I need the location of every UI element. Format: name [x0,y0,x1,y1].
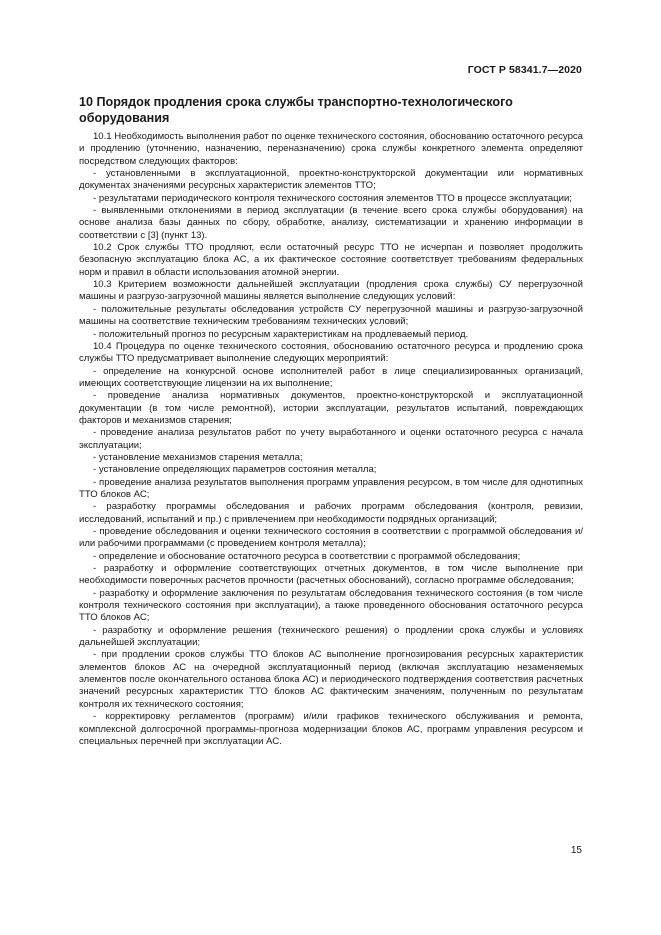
list-item: - проведение анализа результатов выполнения программ управления ресурсом, в том числе для однотипных ТТО блоков АС; [79,476,583,500]
list-item: - выявленными отклонениями в период эксплуатации (в течение всего срока службы оборудования) на основе анализа базы данных по сбору, обработке, анализу, систематизации и хранению информации в соответствии с [3] (пункт 13). [79,205,583,241]
document-body [79,131,583,748]
list-item: - проведение обследования и оценки технического состояния в соответствии с программой обследования и/или рабочими программами (с проведением контроля металла); [79,526,583,550]
section-title: 10 Порядок продления срока службы транспортно-технологического оборудования [79,95,513,125]
list-item: - установление определяющих параметров состояния металла; [93,464,377,476]
list-item: - разработку и оформление заключения по результатам обследования технического состояния (в том числе контроля технического состояния при эксплуатации), а также проведенного обоснования остаточного ресурса ТТО блоков АС; [79,587,583,624]
list-item: - установленными в эксплуатационной, проектно-конструкторской документации или нормативных документах значениями ресурсных характеристик элементов ТТО; [79,168,583,192]
page-number: 15 [570,845,582,856]
document-code: ГОСТ Р 58341.7—2020 [467,64,582,76]
list-item: - установление механизмов старения металла; [93,451,303,463]
list-item: - проведение анализа нормативных документов, проектно-конструкторской и эксплуатационной документации (в том числе ремонтной), истории эксплуатации, результатов испытаний, повреждающих факторов и механизмов старения; [79,390,583,426]
list-item: - при продлении сроков службы ТТО блоков АС выполнение прогнозирования ресурсных характеристик элементов блоков АС на очередной эксплуатационный период (включая эксплуатацию незаменяемых элементов после окончательного останова блока АС) и периодического подтверждения соответствия расчетных значений ресурсных характеристик ТТО блоков АС фактическим значениям, полученным по результатам контроля их технического состояния; [79,649,583,710]
list-item: - корректировку регламентов (программ) и/или графиков технического обслуживания и ремонта, комплексной долгосрочной программы-прогноза модернизации блоков АС, программ управления ресурсом и специальных перечней при эксплуатации АС. [79,711,583,747]
paragraph: 10.3 Критерием возможности дальнейшей эксплуатации (продления срока службы) СУ перегрузочной машины и разгрузо-загрузочной машины является выполнение следующих условий: [79,279,583,303]
list-item: - определение и обоснование остаточного ресурса в соответствии с программой обследования; [93,550,521,562]
list-item: - разработку программы обследования и рабочих программ обследования (контроля, ревизии, исследований, испытаний и пр.) с привлечением при необходимости подрядных организаций; [79,501,583,525]
list-item: - результатами периодического контроля технического состояния элементов ТТО в процессе эксплуатации; [93,192,572,204]
list-item: - разработку и оформление соответствующих отчетных документов, в том числе выполнение при необходимости поверочных расчетов прочности (расчетных обоснований), согласно программе обследования; [79,563,583,587]
paragraph: 10.4 Процедура по оценке технического состояния, обоснованию остаточного ресурса и продлению срока службы ТТО предусматривает выполнение следующих мероприятий: [79,340,583,365]
list-item: - положительный прогноз по ресурсным характеристикам на продлеваемый период. [93,328,469,340]
list-item: - разработку и оформление решения (технического решения) о продлении срока службы и условиях дальнейшей эксплуатации; [79,624,583,649]
list-item: - положительные результаты обследования устройств СУ перегрузочной машины и разгрузо-загрузочной машины на соответствие техническим требованиям технических условий; [79,303,583,328]
list-item: - определение на конкурсной основе исполнителей работ в лице специализированных организаций, имеющих соответствующие лицензии на их выполнение; [79,365,583,389]
list-item: - проведение анализа результатов работ по учету выработанного и оценки остаточного ресурса с начала эксплуатации; [79,427,583,451]
paragraph: 10.1 Необходимость выполнения работ по оценке технического состояния, обоснованию остаточного ресурса и продлению (уточнению, назначению, переназначению) срока службы конкретного элемента определяют посредством следующих факторов: [79,131,583,167]
paragraph: 10.2 Срок службы ТТО продляют, если остаточный ресурс ТТО не исчерпан и позволяет продолжить безопасную эксплуатацию блока АС, а их фактическое состояние соответствует требованиям федеральных норм и правил в области использования атомной энергии. [79,242,583,278]
